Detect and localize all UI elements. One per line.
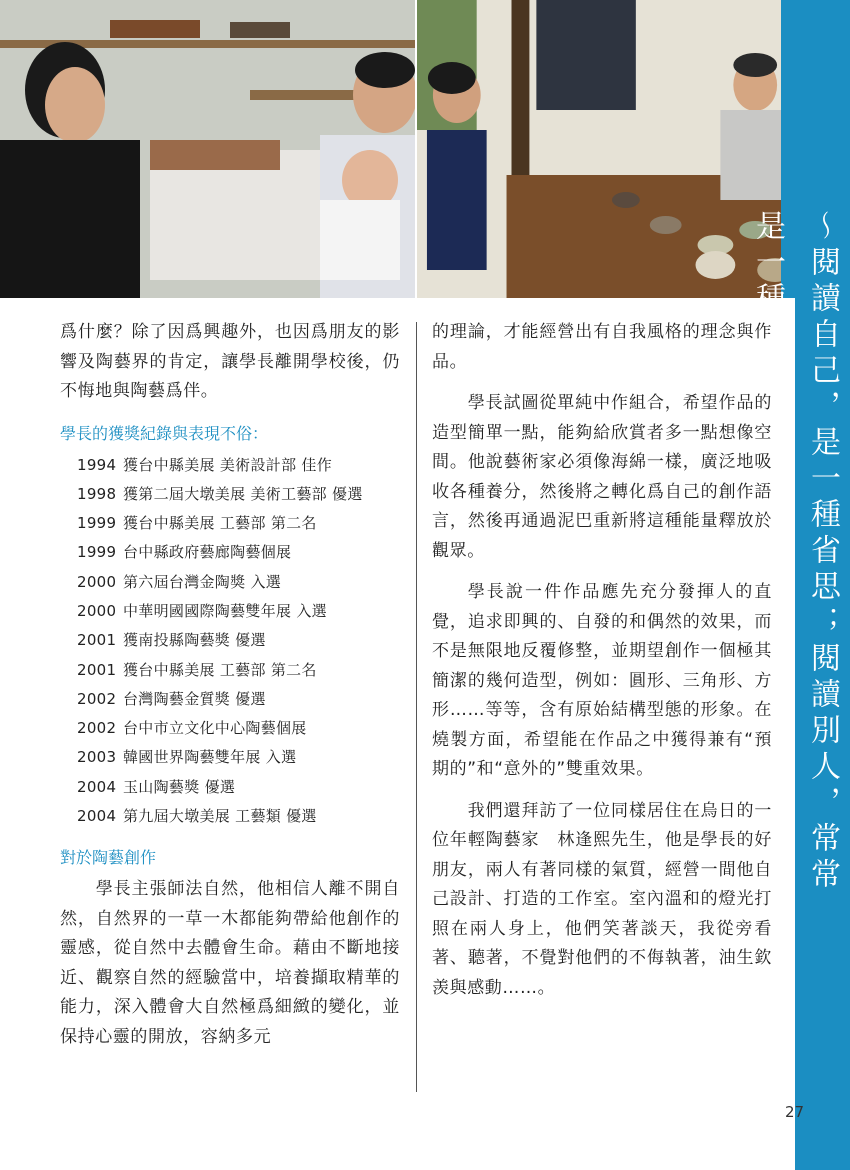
award-item [77,451,400,480]
photo-right-illustration [417,0,795,298]
right-paragraph-2: 學長試圖從單純中作組合，希望作品的造型簡單一點，能夠給欣賞者多一點想像空間。他說藝術家必須像海綿一樣，廣泛地吸收各種養分，然後將之轉化爲自己的創作語言，然後再通過泥巴重新將這種能量釋放於觀眾。 [432,393,772,561]
creation-heading: 對於陶藝創作 [60,848,157,868]
award-text: 玉山陶藝獎 優選 [123,777,236,796]
award-text: 台灣陶藝金質獎 優選 [123,689,266,708]
award-item [77,480,400,509]
award-item [77,743,400,772]
award-item [77,538,400,567]
award-item [77,509,400,538]
photo-left-illustration [0,0,415,298]
award-text: 第九屆大墩美展 工藝類 優選 [123,807,317,826]
award-year: 1994 [77,455,117,474]
award-text: 台中縣政府藝廊陶藝個展 [123,543,292,562]
sidebar-quote: ～閱讀自己，是一種省思；閱讀別人，常常是一種啓發。 [750,210,840,894]
award-year: 2002 [77,689,117,708]
award-text: 中華明國國際陶藝雙年展 入選 [123,601,327,620]
award-item [77,685,400,714]
right-paragraph-3: 學長說一件作品應先充分發揮人的直覺，追求即興的、自發的和偶然的效果，而不是無限地反覆修整，並期望創作一個極其簡潔的幾何造型，例如：圓形、三角形、方形……等等，含有原始結構型態的形象。在燒製方面，希望能在作品之中獲得兼有“預期的”和“意外的”雙重效果。 [432,582,772,779]
creation-paragraph: 學長主張師法自然，他相信人離不開自然，自然界的一草一木都能夠帶給他創作的靈感，從自然中去體會生命。藉由不斷地接近、觀察自然的經驗當中，培養擷取精華的能力，深入體會大自然極爲細緻的變化，並保持心靈的開放，容納多元 [60,879,400,1047]
award-year: 2001 [77,660,117,679]
award-year: 2004 [77,807,117,826]
award-item [77,597,400,626]
award-text: 第六屆台灣金陶獎 入選 [123,572,282,591]
award-year: 2000 [77,572,117,591]
right-paragraph-1: 的理論，才能經營出有自我風格的理念與作品。 [432,322,772,372]
award-text: 獲台中縣美展 美術設計部 佳作 [123,455,333,474]
award-year: 2004 [77,777,117,796]
award-text: 台中市立文化中心陶藝個展 [123,719,307,738]
award-item [77,656,400,685]
awards-list [77,451,400,832]
award-text: 獲南投縣陶藝獎 優選 [123,631,266,650]
award-item [77,802,400,831]
photo-studio-visit-right [415,0,795,298]
award-item [77,714,400,743]
column-divider [416,322,417,1092]
award-text: 獲台中縣美展 工藝部 第二名 [123,660,317,679]
award-text: 韓國世界陶藝雙年展 入選 [123,748,297,767]
intro-paragraph: 爲什麼？除了因爲興趣外，也因爲朋友的影響及陶藝界的肯定，讓學長離開學校後，仍不悔地與陶藝爲伴。 [60,322,400,401]
award-item [77,568,400,597]
page-number: 27 [785,1103,805,1121]
award-item [77,773,400,802]
award-text: 獲台中縣美展 工藝部 第二名 [123,514,317,533]
award-year: 2003 [77,748,117,767]
right-column [432,318,772,1003]
sidebar [750,0,850,1170]
right-paragraph-4: 我們還拜訪了一位同樣居住在烏日的一位年輕陶藝家 林逢熙先生，他是學長的好朋友，兩人有著同樣的氣質，經營一間他自己設計、打造的工作室。室內溫和的燈光打照在兩人身上，他們笑著談天，我從旁看著、聽著，不覺對他們的不侮執著，油生欽羡與感動……。 [432,800,772,998]
award-year: 2000 [77,601,117,620]
awards-heading: 學長的獲獎紀錄與表現不俗： [60,423,269,443]
award-year: 1999 [77,514,117,533]
award-item [77,626,400,655]
award-year: 1999 [77,543,117,562]
award-text: 獲第二屆大墩美展 美術工藝部 優選 [123,484,363,503]
photo-studio-visit-left [0,0,415,298]
award-year: 2001 [77,631,117,650]
award-year: 1998 [77,484,117,503]
left-column [60,318,400,1052]
award-year: 2002 [77,719,117,738]
